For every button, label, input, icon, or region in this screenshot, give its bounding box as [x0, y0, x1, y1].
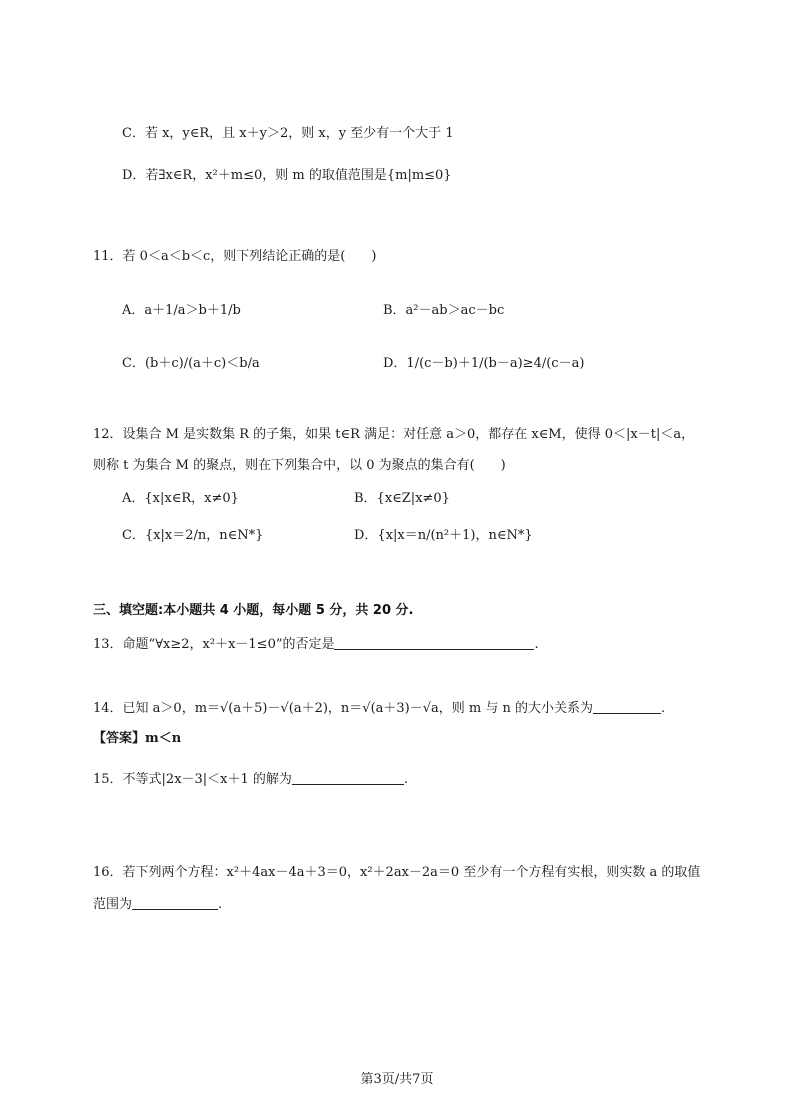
q10-option-c: C．若 x，y∈R，且 x＋y＞2，则 x，y 至少有一个大于 1: [122, 126, 454, 141]
page-footer: 第3页/共7页: [360, 1072, 434, 1087]
q12-option-c: C．{x|x＝2/n，n∈N*}: [122, 528, 264, 543]
q14-end: .: [661, 701, 666, 716]
q16-end: .: [218, 897, 223, 912]
q11-option-b: B．a²－ab＞ac－bc: [383, 303, 505, 318]
q12-option-b: B．{x∈Z|x≠0}: [354, 491, 450, 506]
q14-answer-blank[interactable]: [593, 699, 661, 714]
q14-stem: 14．已知 a＞0，m＝√(a＋5)－√(a＋2)，n＝√(a＋3)－√a，则 m 与 n 的大小关系为: [93, 701, 594, 716]
q16-answer-blank[interactable]: [132, 895, 218, 910]
q16-stem-line2: 范围为: [93, 897, 133, 912]
q13-stem: 13．命题“∀x≥2，x²＋x－1≤0”的否定是: [93, 637, 335, 652]
q15-stem: 15．不等式|2x－3|＜x＋1 的解为: [93, 772, 292, 787]
q14-line: [93, 698, 665, 720]
q13-end: .: [534, 637, 539, 652]
q12-stem-line1: 12．设集合 M 是实数集 R 的子集，如果 t∈R 满足：对任意 a＞0，都存在 x∈M，使得 0＜|x－t|＜a，: [93, 427, 695, 442]
q13-line: [93, 634, 539, 656]
q15-answer-blank[interactable]: [292, 770, 404, 785]
q16-stem-line1: 16．若下列两个方程：x²＋4ax－4a＋3＝0，x²＋2ax－2a＝0 至少有一个方程有实根，则实数 a 的取值: [93, 865, 701, 880]
q11-option-d: D．1/(c－b)＋1/(b－a)≥4/(c－a): [383, 356, 585, 371]
q11-option-c: C．(b＋c)/(a＋c)＜b/a: [122, 356, 260, 371]
q10-option-d: D．若∃x∈R，x²＋m≤0，则 m 的取值范围是{m|m≤0}: [122, 168, 452, 183]
q11-option-a: A．a＋1/a＞b＋1/b: [122, 303, 241, 318]
q12-stem-line2: 则称 t 为集合 M 的聚点，则在下列集合中，以 0 为聚点的集合有( ): [93, 458, 506, 473]
q13-answer-blank[interactable]: [334, 635, 534, 650]
section-3-title: 三、填空题:本小题共 4 小题，每小题 5 分，共 20 分.: [93, 603, 414, 618]
q12-option-d: D．{x|x＝n/(n²＋1)，n∈N*}: [354, 528, 533, 543]
q16-line2: [93, 894, 222, 916]
q11-stem: 11．若 0＜a＜b＜c，则下列结论正确的是( ): [93, 249, 377, 264]
q15-end: .: [403, 772, 409, 787]
q12-option-a: A．{x|x∈R，x≠0}: [122, 491, 239, 506]
q15-line: [93, 769, 408, 791]
q14-answer: 【答案】m＜n: [93, 731, 182, 746]
